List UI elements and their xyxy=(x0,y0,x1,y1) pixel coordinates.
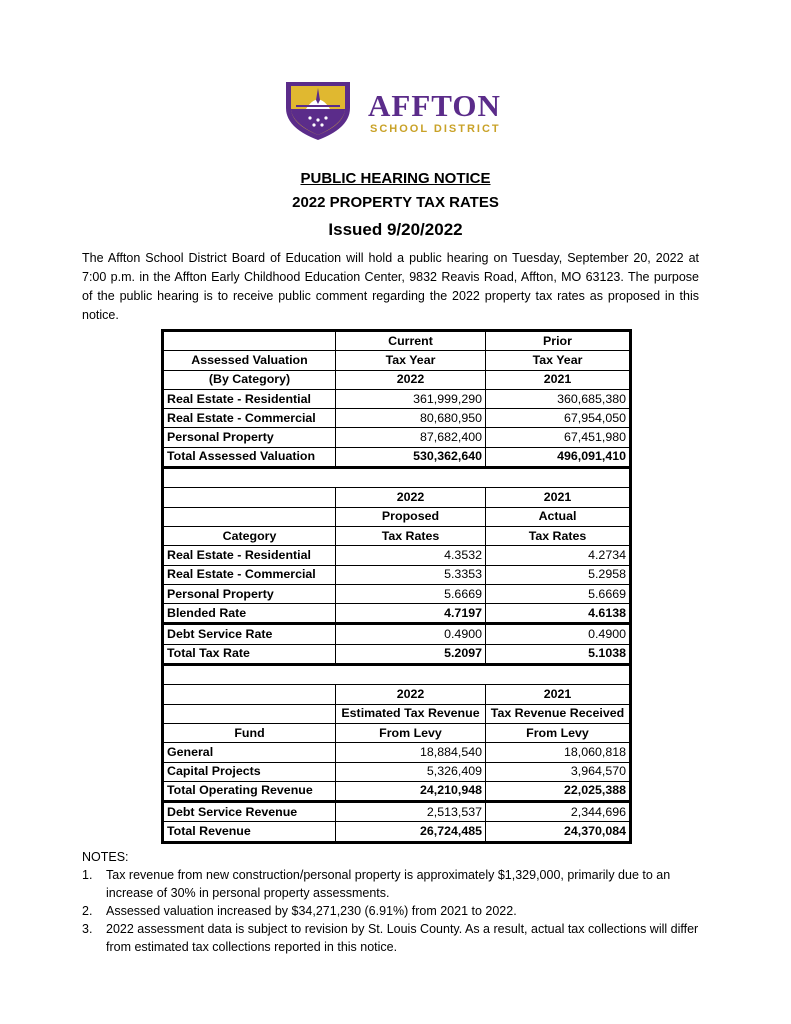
table-cell: Real Estate - Commercial xyxy=(163,409,336,428)
table-cell: Proposed xyxy=(336,507,486,526)
note-number: 1. xyxy=(82,868,93,882)
table-row xyxy=(163,624,631,644)
table-cell: 67,451,980 xyxy=(486,428,631,447)
table-cell: Real Estate - Residential xyxy=(163,546,336,565)
logo-name: AFFTON xyxy=(368,88,501,123)
note-text: Tax revenue from new construction/personal property is approximately $1,329,000, primarily due to an increase of 30% in personal property assessments. xyxy=(106,868,671,900)
table-row-blended xyxy=(163,604,631,624)
table-row xyxy=(163,546,631,565)
table-cell: 87,682,400 xyxy=(336,428,486,447)
affton-logo xyxy=(282,78,522,144)
table-row xyxy=(163,389,631,408)
table-cell: Debt Service Revenue xyxy=(163,802,336,822)
table-cell: Category xyxy=(163,526,336,545)
table-row xyxy=(163,802,631,822)
table-cell: 18,060,818 xyxy=(486,743,631,762)
logo-subtitle: SCHOOL DISTRICT xyxy=(370,123,501,135)
note-item xyxy=(82,902,702,920)
table-cell: 361,999,290 xyxy=(336,389,486,408)
table-cell: Estimated Tax Revenue xyxy=(336,704,486,723)
table-cell xyxy=(163,704,336,723)
table-cell: Total Assessed Valuation xyxy=(163,447,336,467)
table-spacer-row xyxy=(163,665,631,685)
intro-paragraph: The Affton School District Board of Education will hold a public hearing on Tuesday, September 20, 2022 at 7:00 p.m. in the Affton Early Childhood Education Center, 9832 Reavis Road, Affton, MO 63123. The purpose of the public hearing is to receive public comment regarding the 2022 property tax rates as proposed in this notice. xyxy=(82,251,699,322)
table-row xyxy=(163,584,631,603)
table-row xyxy=(163,762,631,781)
table-cell xyxy=(163,331,336,351)
table-cell: 2022 xyxy=(336,685,486,704)
table-cell: 18,884,540 xyxy=(336,743,486,762)
table-cell: 5.6669 xyxy=(486,584,631,603)
notes-title: NOTES: xyxy=(82,850,129,864)
table-cell: Blended Rate xyxy=(163,604,336,624)
table-row xyxy=(163,565,631,584)
table-row xyxy=(163,370,631,389)
note-text: Assessed valuation increased by $34,271,230 (6.91%) from 2021 to 2022. xyxy=(106,904,517,918)
table-cell: 3,964,570 xyxy=(486,762,631,781)
table-cell: Tax Year xyxy=(336,351,486,370)
table-cell: Capital Projects xyxy=(163,762,336,781)
table-row-total xyxy=(163,644,631,664)
table-cell: General xyxy=(163,743,336,762)
note-number: 2. xyxy=(82,904,93,918)
shield-emblem-icon xyxy=(282,78,354,142)
table-cell xyxy=(163,507,336,526)
table-cell: 24,210,948 xyxy=(336,781,486,801)
table-row-total xyxy=(163,447,631,467)
table-row xyxy=(163,526,631,545)
table-cell: 360,685,380 xyxy=(486,389,631,408)
table-cell: 4.3532 xyxy=(336,546,486,565)
table-cell: 2021 xyxy=(486,488,631,507)
note-number: 3. xyxy=(82,922,93,936)
tax-table xyxy=(161,329,632,844)
table-cell: 4.2734 xyxy=(486,546,631,565)
table-cell: 2,344,696 xyxy=(486,802,631,822)
table-cell xyxy=(163,685,336,704)
table-cell: From Levy xyxy=(486,723,631,742)
table-row xyxy=(163,428,631,447)
table-row xyxy=(163,704,631,723)
table-cell: Real Estate - Residential xyxy=(163,389,336,408)
table-cell: Assessed Valuation xyxy=(163,351,336,370)
table-row xyxy=(163,351,631,370)
table-cell: 5.3353 xyxy=(336,565,486,584)
table-cell: 80,680,950 xyxy=(336,409,486,428)
notice-title: PUBLIC HEARING NOTICE xyxy=(300,170,491,187)
table-cell xyxy=(163,488,336,507)
table-cell: 4.7197 xyxy=(336,604,486,624)
table-row xyxy=(163,743,631,762)
table-cell: 67,954,050 xyxy=(486,409,631,428)
table-cell: Tax Rates xyxy=(336,526,486,545)
table-cell: 0.4900 xyxy=(336,624,486,644)
table-row xyxy=(163,685,631,704)
table-cell: 2022 xyxy=(336,488,486,507)
table-cell xyxy=(163,665,631,685)
table-cell: 22,025,388 xyxy=(486,781,631,801)
note-item xyxy=(82,920,702,956)
table-row-operating xyxy=(163,781,631,801)
table-cell: 0.4900 xyxy=(486,624,631,644)
note-item xyxy=(82,866,702,902)
table-cell: 5.6669 xyxy=(336,584,486,603)
notice-subtitle: 2022 PROPERTY TAX RATES xyxy=(292,194,499,211)
table-cell: Actual xyxy=(486,507,631,526)
table-cell: 2022 xyxy=(336,370,486,389)
table-cell: 24,370,084 xyxy=(486,822,631,842)
table-cell: Tax Year xyxy=(486,351,631,370)
notes-section xyxy=(82,848,702,956)
table-cell: Real Estate - Commercial xyxy=(163,565,336,584)
table-cell: 5.1038 xyxy=(486,644,631,664)
table-cell: Total Operating Revenue xyxy=(163,781,336,801)
table-cell: 2021 xyxy=(486,685,631,704)
table-cell: Fund xyxy=(163,723,336,742)
table-cell: Tax Rates xyxy=(486,526,631,545)
table-spacer-row xyxy=(163,468,631,488)
table-cell: 5.2097 xyxy=(336,644,486,664)
table-cell: Personal Property xyxy=(163,428,336,447)
table-cell: Debt Service Rate xyxy=(163,624,336,644)
table-cell: 2021 xyxy=(486,370,631,389)
table-cell: 530,362,640 xyxy=(336,447,486,467)
table-row-total xyxy=(163,822,631,842)
table-cell: 26,724,485 xyxy=(336,822,486,842)
table-cell: 4.6138 xyxy=(486,604,631,624)
table-cell: 2,513,537 xyxy=(336,802,486,822)
table-cell: Current xyxy=(336,331,486,351)
table-row xyxy=(163,723,631,742)
table-cell: 496,091,410 xyxy=(486,447,631,467)
table-row xyxy=(163,488,631,507)
table-cell: Personal Property xyxy=(163,584,336,603)
table-cell: Total Revenue xyxy=(163,822,336,842)
table-row xyxy=(163,331,631,351)
table-cell: Total Tax Rate xyxy=(163,644,336,664)
table-cell: Tax Revenue Received xyxy=(486,704,631,723)
table-row xyxy=(163,507,631,526)
table-cell: 5,326,409 xyxy=(336,762,486,781)
table-cell xyxy=(163,468,631,488)
issued-date: Issued 9/20/2022 xyxy=(328,220,463,239)
note-text: 2022 assessment data is subject to revision by St. Louis County. As a result, actual tax collections will differ from estimated tax collections reported in this notice. xyxy=(106,922,699,954)
table-cell: From Levy xyxy=(336,723,486,742)
table-cell: Prior xyxy=(486,331,631,351)
table-cell: (By Category) xyxy=(163,370,336,389)
table-row xyxy=(163,409,631,428)
table-cell: 5.2958 xyxy=(486,565,631,584)
